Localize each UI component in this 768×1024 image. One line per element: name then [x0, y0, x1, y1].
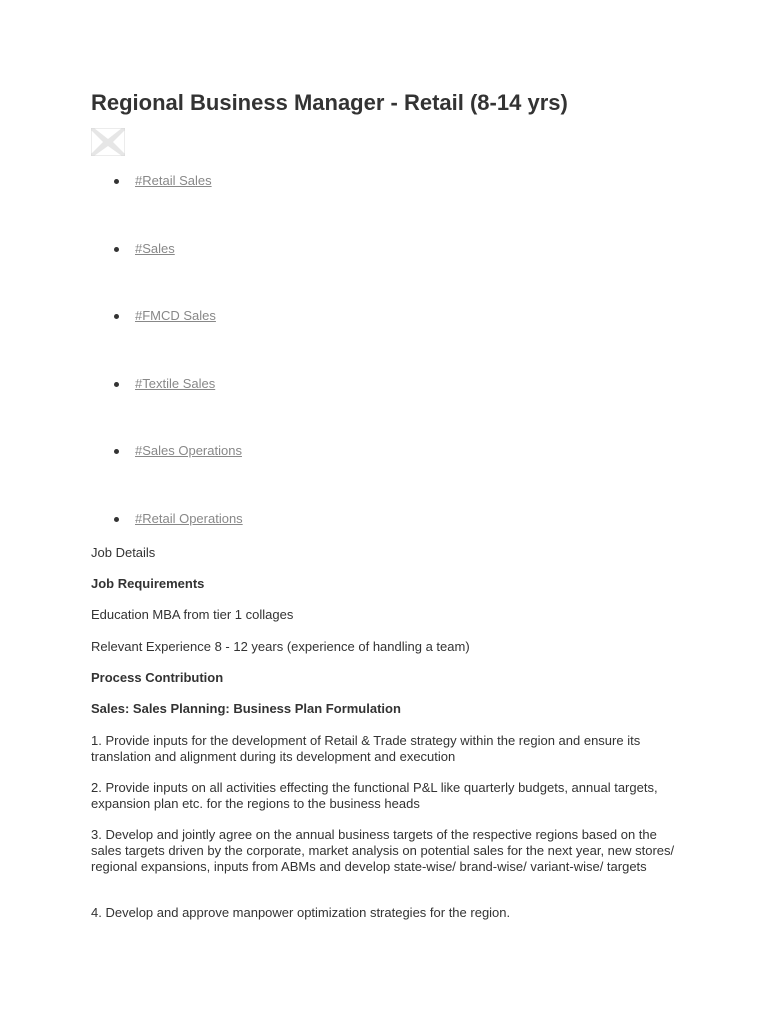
job-requirements-heading: Job Requirements: [91, 576, 205, 591]
education-text: Education MBA from tier 1 collages: [91, 607, 294, 622]
sales-planning-heading: Sales: Sales Planning: Business Plan Formulation: [91, 701, 401, 716]
experience-text: Relevant Experience 8 - 12 years (experience of handling a team): [91, 639, 470, 654]
responsibility-point: 3. Develop and jointly agree on the annual business targets of the respective regions based on the sales targets driven by the corporate, market analysis on potential sales for the next year, new stores/ regional expansions, inputs from ABMs and develop state-wise/ brand-wise/ variant-wise/ targets: [91, 827, 675, 874]
tag-link-retail-sales[interactable]: #Retail Sales: [135, 173, 212, 188]
tag-link-textile-sales[interactable]: #Textile Sales: [135, 375, 216, 391]
bullet-icon: [114, 449, 119, 454]
bullet-icon: [114, 247, 119, 252]
process-contribution-heading: Process Contribution: [91, 670, 224, 685]
bullet-icon: [114, 382, 119, 387]
tag-link-fmcd-sales[interactable]: #FMCD Sales: [135, 308, 216, 324]
job-details-label: Job Details: [91, 545, 156, 560]
bullet-icon: [114, 314, 119, 319]
responsibility-point: 2. Provide inputs on all activities effecting the functional P&L like quarterly budgets, annual targets, expansion plan etc. for the regions to the business heads: [91, 780, 658, 811]
responsibility-point: 1. Provide inputs for the development of Retail & Trade strategy within the region and ensure its translation and alignment during its development and execution: [91, 733, 641, 764]
broken-image-icon: [91, 128, 125, 156]
responsibility-point: 4. Develop and approve manpower optimization strategies for the region.: [91, 905, 511, 920]
tag-link-sales[interactable]: #Sales: [135, 240, 175, 256]
tag-link-sales-operations[interactable]: #Sales Operations: [135, 443, 242, 459]
tag-link-retail-operations[interactable]: #Retail Operations: [135, 510, 243, 526]
bullet-icon: [114, 517, 119, 522]
page-title: Regional Business Manager - Retail (8-14 yrs): [91, 90, 568, 115]
bullet-icon: [114, 179, 119, 184]
